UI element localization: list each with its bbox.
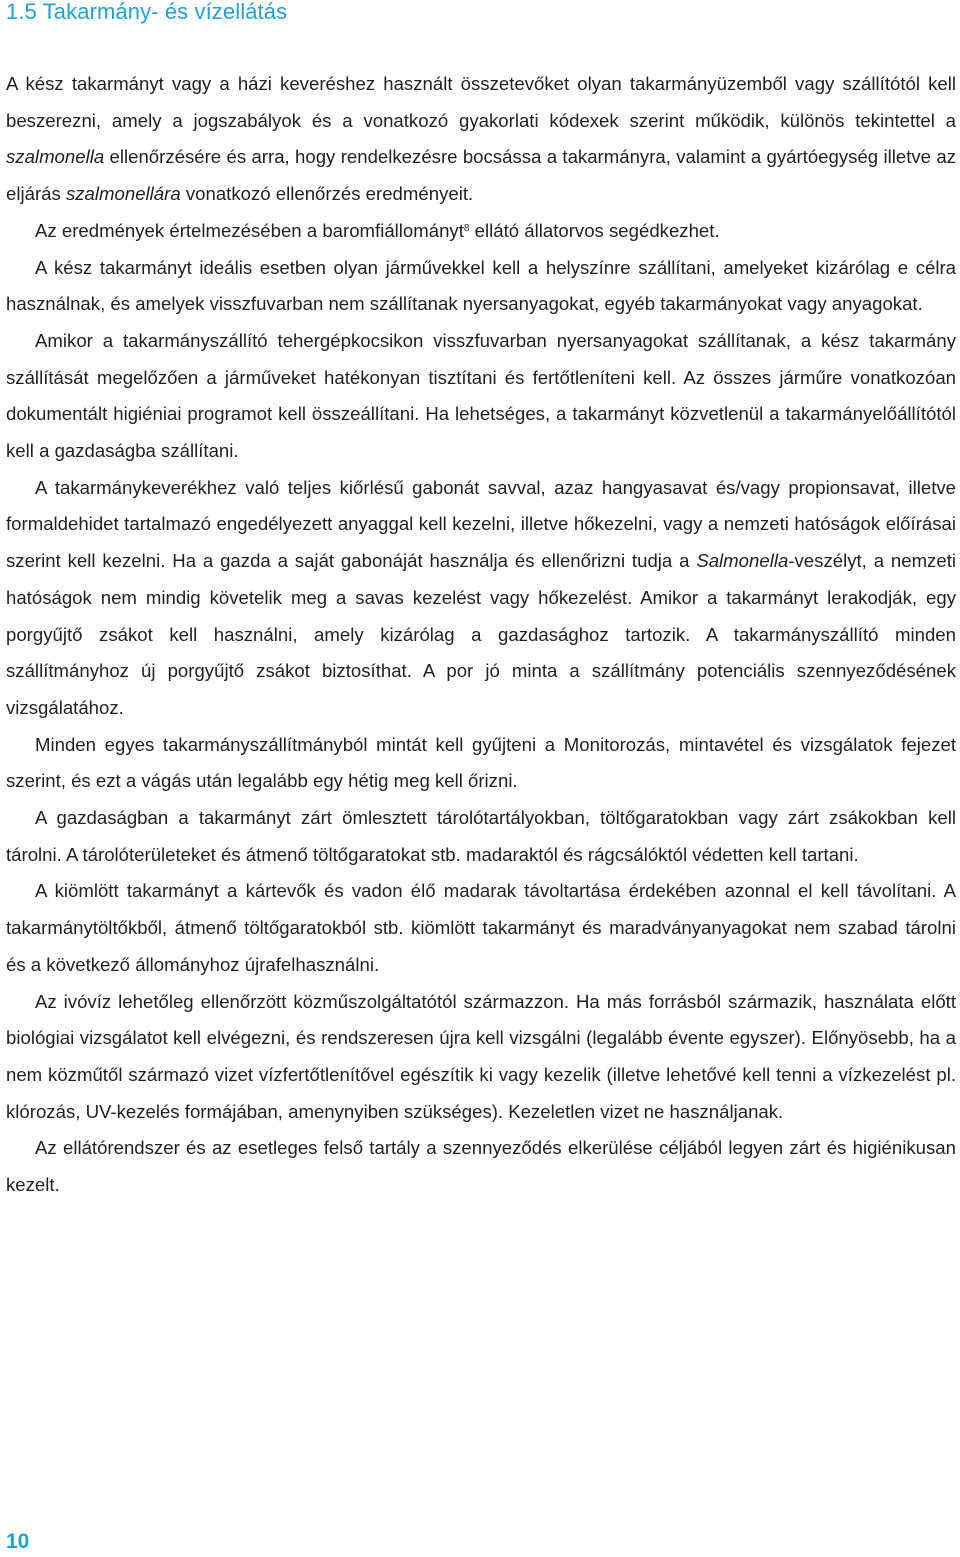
- section-title: 1.5 Takarmány- és vízellátás: [6, 0, 288, 24]
- paragraph-text: A takarmánykeverékhez való teljes kiőrlésű gabonát savval, azaz hangyasavat és/vagy propionsavat, illetve formaldehidet tartalmazó engedélyezett anyaggal kell kezelni, illetve hőkezelni, vagy a nemzeti hatóságok előírásai szerint kell kezelni. Ha a gazda a saját gabonáját használja és ellenőrizni tudja a: [6, 476, 956, 572]
- paragraph-vehicle-cleaning: Amikor a takarmányszállító tehergépkocsikon visszfuvarban nyersanyagokat szállítanak, a kész takarmány szállítását megelőzően a járműveket hatékonyan tisztítani és fertőtleníteni kell. Az összes járműre vonatkozóan dokumentált higiéniai programot kell összeállítani. Ha lehetséges, a takarmányt közvetlenül a takarmányelőállítótól kell a gazdaságba szállítani.: [6, 329, 956, 462]
- paragraph-storage: A gazdaságban a takarmányt zárt ömlesztett tárolótartályokban, töltőgaratokban vagy zárt zsákokban kell tárolni. A tárolóterületeket és átmenő töltőgaratokat stb. madaraktól és rágcsálóktól védetten kell tartani.: [6, 807, 956, 865]
- body-text: [6, 66, 956, 1204]
- paragraph-text: vonatkozó ellenőrzés eredményeit.: [180, 183, 474, 205]
- paragraph-transport-vehicles: A kész takarmányt ideális esetben olyan járművekkel kell a helyszínre szállítani, amelyeket kizárólag e célra használnak, és amelyek visszfuvarban nem szállítanak nyersanyagokat, egyéb takarmányokat vagy anyagokat.: [6, 256, 956, 315]
- italic-term: Salmonella: [696, 550, 789, 572]
- paragraph-text: ellenőrzésére és arra, hogy rendelkezésre bocsássa a takarmányra, valamint a gyártóegység illetve az eljárás: [6, 146, 956, 205]
- italic-term: szalmonellára: [65, 183, 181, 205]
- paragraph-spillage: A kiömlött takarmányt a kártevők és vadon élő madarak távoltartása érdekében azonnal el kell távolítani. A takarmánytöltőkből, átmenő töltőgaratokból stb. kiömlött takarmányt és maradványanyagokat nem szabad tárolni és a következő állományhoz újrafelhasználni.: [6, 880, 956, 975]
- paragraph-text: -veszélyt, a nemzeti hatóságok nem mindig követelik meg a savas kezelést vagy hőkezelést. Amikor a takarmányt lerakodják, egy porgyűjtő zsákot kell használni, amely kizárólag a gazdasághoz tartozik. A takarmányszállító minden szállítmányhoz új porgyűjtő zsákot biztosíthat. A por jó minta a szállítmány potenciális szennyeződésének vizsgálatához.: [6, 550, 956, 718]
- paragraph-grain-treatment: [6, 470, 956, 727]
- footnote-marker: 8: [463, 222, 470, 234]
- paragraph-drinking-water: Az ivóvíz lehetőleg ellenőrzött közműszolgáltatótól származzon. Ha más forrásból származik, használata előtt biológiai vizsgálatot kell elvégezni, és rendszeresen újra kell vizsgálni (legalább évente egyszer). Előnyösebb, ha a nem közműtől származó vizet vízfertőtlenítővel egészítik ki vagy kezelik (illetve lehetővé kell tenni a vízkezelést pl. klórozás, UV-kezelés formájában, amenynyiben szükséges). Kezeletlen vizet ne használjanak.: [6, 990, 956, 1122]
- paragraph-water-system: Az ellátórendszer és az esetleges felső tartály a szennyeződés elkerülése céljából legyen zárt és higiénikusan kezelt.: [6, 1137, 956, 1196]
- paragraph-veterinarian: [6, 213, 956, 250]
- paragraph-sampling: Minden egyes takarmányszállítmányból mintát kell gyűjteni a Monitorozás, mintavétel és vizsgálatok fejezet szerint, és ezt a vágás után legalább egy hétig meg kell őrizni.: [6, 733, 956, 792]
- italic-term: szalmonella: [6, 146, 105, 168]
- paragraph-feed-sourcing: [6, 66, 956, 213]
- paragraph-text: ellátó állatorvos segédkezhet.: [469, 219, 720, 241]
- paragraph-text: Az eredmények értelmezésében a baromfiállományt: [35, 219, 464, 241]
- paragraph-text: A kész takarmányt vagy a házi keveréshez használt összetevőket olyan takarmányüzemből vagy szállítótól kell beszerezni, amely a jogszabályok és a vonatkozó gyakorlati kódexek szerint működik, különös tekintettel a: [6, 73, 956, 131]
- page-number: 10: [6, 1530, 30, 1553]
